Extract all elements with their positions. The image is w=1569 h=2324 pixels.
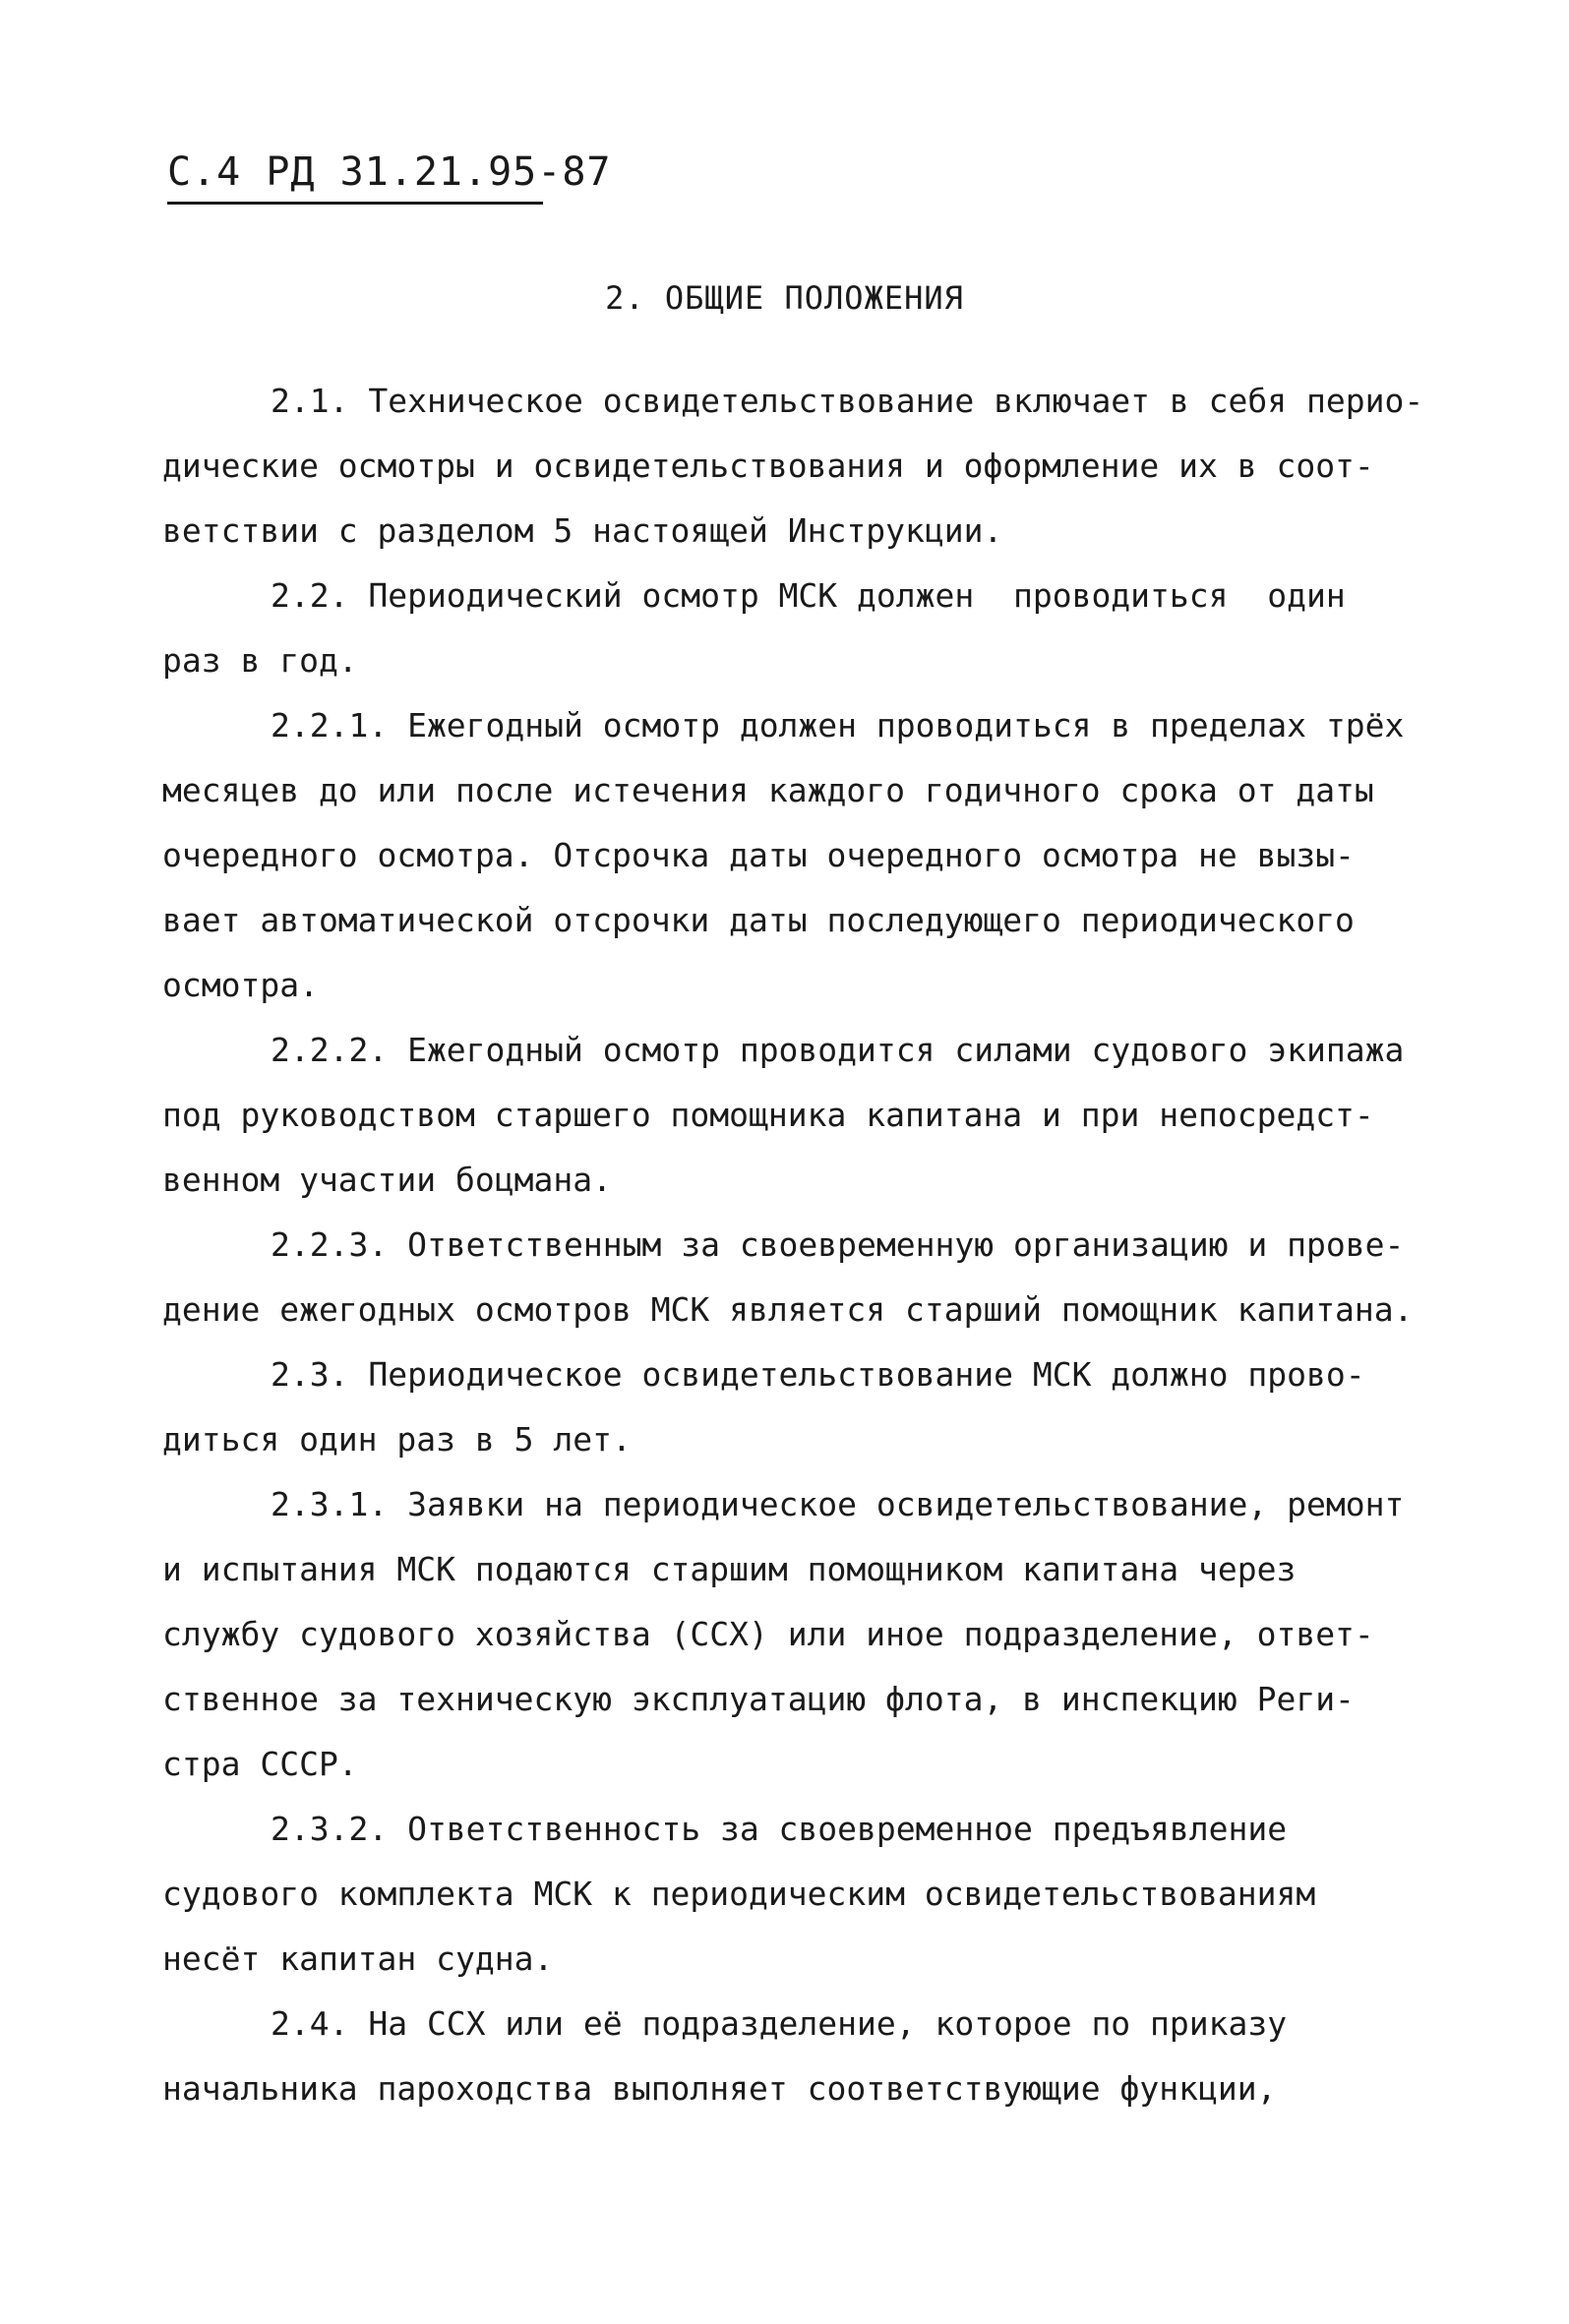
- section-body: [162, 369, 1461, 2121]
- paragraph-line: 2.2.3. Ответственным за своевременную организацию и прове-: [271, 1225, 1405, 1264]
- paragraph-line: 2.3. Периодическое освидетельствование МСК должно прово-: [271, 1355, 1365, 1394]
- paragraph-line: раз в год.: [162, 641, 358, 680]
- paragraph-line: под руководством старшего помощника капитана и при непосредст-: [162, 1096, 1374, 1134]
- paragraph-line: службу судового хозяйства (ССХ) или иное подразделение, ответ-: [162, 1615, 1374, 1653]
- paragraph-line: 2.2.1. Ежегодный осмотр должен проводиться в пределах трёх: [271, 706, 1405, 745]
- paragraph-line: судового комплекта МСК к периодическим освидетельствованиям: [162, 1875, 1316, 1913]
- paragraph-line: 2.3.2. Ответственность за своевременное предъявление: [271, 1810, 1288, 1848]
- header-underline: [167, 202, 543, 205]
- paragraph-line: диться один раз в 5 лет.: [162, 1420, 632, 1459]
- section-title: 2. ОБЩИЕ ПОЛОЖЕНИЯ: [605, 279, 964, 317]
- paragraph-line: ветствии с разделом 5 настоящей Инструкции.: [162, 511, 1003, 550]
- paragraph-line: начальника пароходства выполняет соответствующие функции,: [162, 2069, 1277, 2108]
- paragraph-line: 2.1. Техническое освидетельствование включает в себя перио-: [271, 382, 1424, 420]
- paragraph-line: осмотра.: [162, 966, 319, 1004]
- paragraph-line: несёт капитан судна.: [162, 1939, 554, 1978]
- paragraph-line: и испытания МСК подаются старшим помощником капитана через: [162, 1550, 1297, 1588]
- paragraph-line: 2.3.1. Заявки на периодическое освидетельствование, ремонт: [271, 1485, 1405, 1523]
- paragraph-line: ственное за техническую эксплуатацию флота, в инспекцию Реги-: [162, 1680, 1355, 1718]
- paragraph-line: стра СССР.: [162, 1745, 358, 1783]
- paragraph-line: месяцев до или после истечения каждого годичного срока от даты: [162, 771, 1374, 809]
- paragraph-line: 2.2. Периодический осмотр МСК должен проводиться один: [271, 576, 1346, 615]
- document-reference: С.4 РД 31.21.95-87: [167, 149, 612, 195]
- paragraph-line: дические осмотры и освидетельствования и оформление их в соот-: [162, 447, 1374, 485]
- paragraph-line: вает автоматической отсрочки даты последующего периодического: [162, 901, 1355, 939]
- paragraph-line: 2.2.2. Ежегодный осмотр проводится силами судового экипажа: [271, 1031, 1405, 1069]
- paragraph-line: 2.4. На ССХ или её подразделение, которое по приказу: [271, 2004, 1288, 2043]
- paragraph-line: очередного осмотра. Отсрочка даты очередного осмотра не вызы-: [162, 836, 1355, 874]
- paragraph-line: дение ежегодных осмотров МСК является старший помощник капитана.: [162, 1290, 1414, 1329]
- paragraph-line: венном участии боцмана.: [162, 1161, 612, 1199]
